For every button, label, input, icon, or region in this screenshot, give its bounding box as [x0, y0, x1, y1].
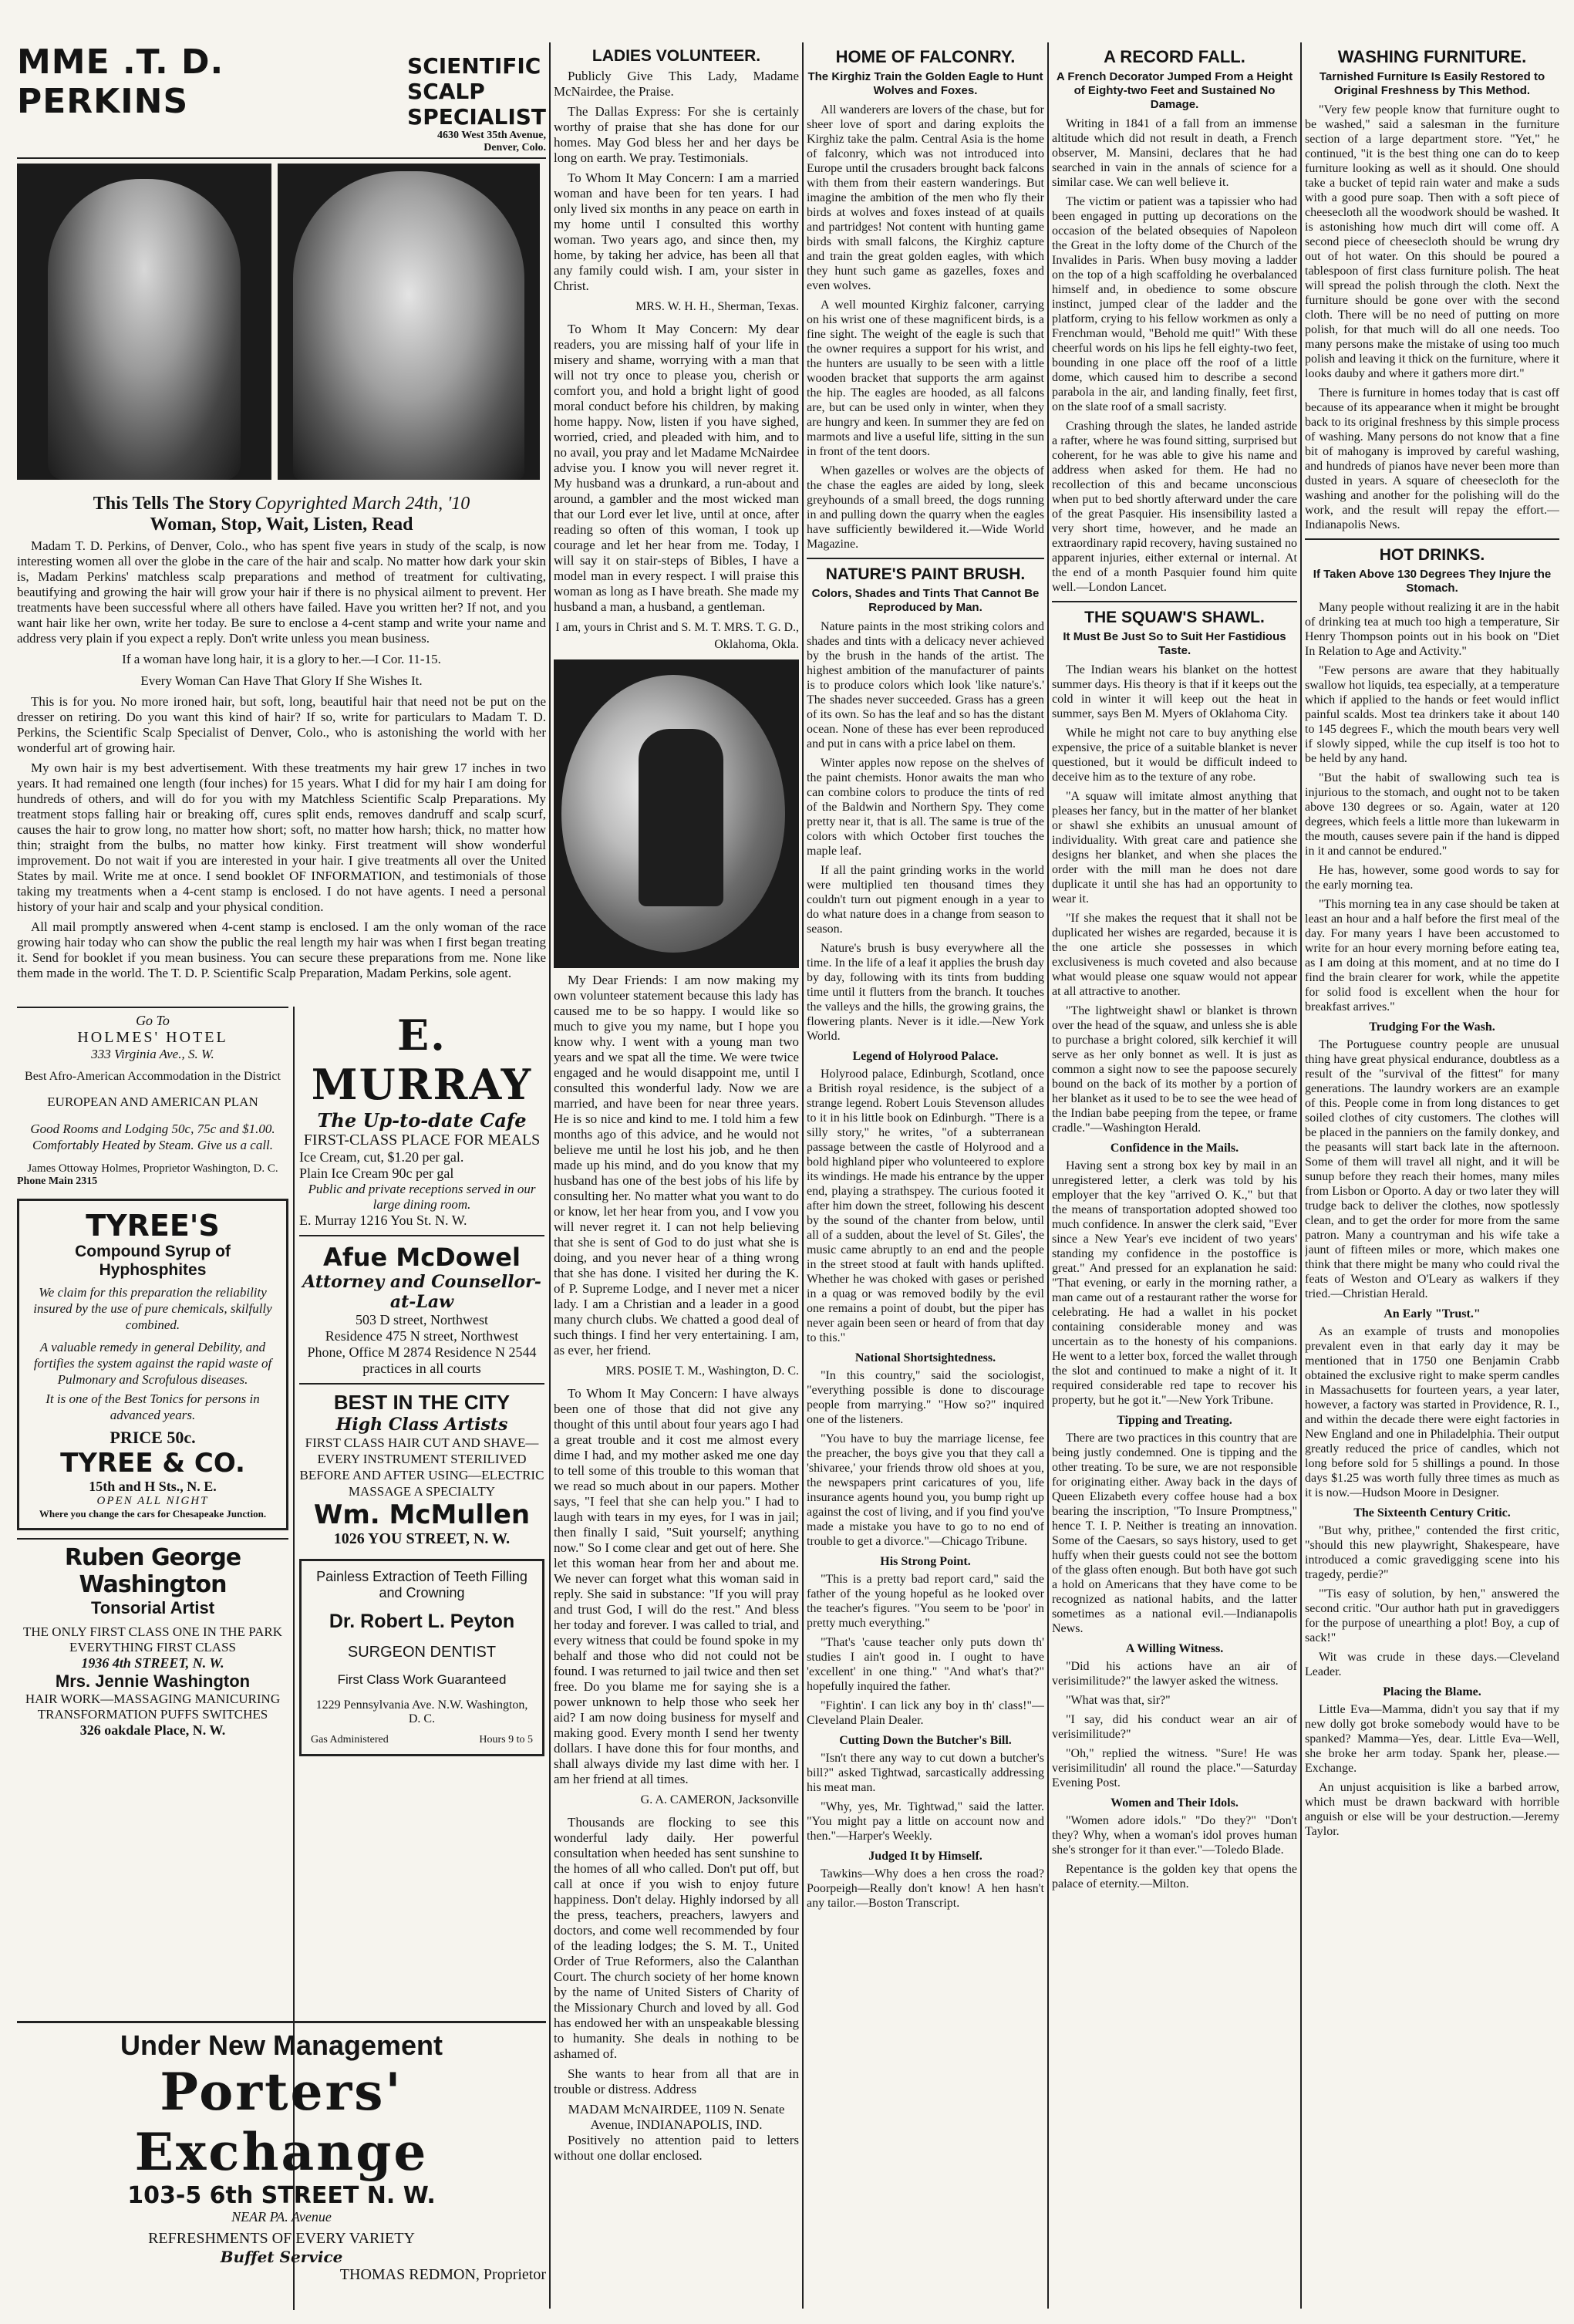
paint-heading: NATURE'S PAINT BRUSH.: [825, 565, 1026, 583]
column-rule: [549, 42, 551, 2309]
volunteer-sig4: G. A. CAMERON, Jacksonville: [640, 1793, 799, 1806]
fall-heading: A RECORD FALL.: [1104, 47, 1245, 66]
short-heading: National Shortsightedness.: [854, 1351, 996, 1364]
porters-line3: THOMAS REDMON, Proprietor: [339, 2266, 546, 2283]
falconry-sub: The Kirghiz Train the Golden Eagle to Hunt Wolves and Foxes.: [807, 70, 1043, 97]
perkins-p3: Every Woman Can Have That Glory If She Wishes It.: [140, 673, 423, 688]
porters-ad: [17, 2021, 546, 2284]
mcmullen-best: BEST IN THE CITY: [333, 1391, 511, 1414]
drinks-p5: "This morning tea in any case should be taken at least an hour and a half before the first meal of the day. For many years I have been accustomed to write for an hour every morning before eating tea, as I am doing at this moment, and at no time do I find the brain clearer for work, while the appetite for solid food is excellent when the hour for breakfast arrives.": [1305, 898, 1559, 1014]
fall-sub: A French Decorator Jumped From a Height of Eighty-two Feet and Sustained No Damage.: [1056, 70, 1293, 111]
fall-p3: Crashing through the slates, he landed astride a rafter, where he was found sitting, surprised but coherent, for he was able to give his name and address when asked for them. He had no recollection of this and became unconscious when put to bed shortly afterward under the care of the great Pasquier. His insensibility lasted a very short time, however, and he made an extraordinary rapid recovery, having sustained no apparent injuries, either external or internal. At the end of a month Pasquier found him quite well.—London Lancet.: [1052, 420, 1297, 594]
shawl-p1: The Indian wears his blanket on the hottest summer days. His theory is that if it keeps out the cold in winter it will keep out the heat in summer, says Ben M. Myers of Oklahoma City.: [1052, 663, 1297, 720]
point-p1: "This is a pretty bad report card," said the father of the young hopeful as he looked over the teacher's figures. "You seem to be 'poor' in pretty much everything.": [807, 1573, 1044, 1630]
perkins-masthead: [17, 42, 546, 159]
drinks-p2: "Few persons are aware that they habitually swallow hot liquids, tea especially, at a temperature which if applied to the hands or feet would inflict painful scalds. Most tea drinkers take it about 140 to 145 degrees F., which the mouth bears very well if slowly sipped, while the cup itself is too hot to be held by any hand.: [1305, 664, 1559, 765]
short-p1: "In this country," said the sociologist, "everything possible is done to discourage people from marrying." "How so?" inquired one of the listeners.: [807, 1369, 1044, 1426]
article-divider: [1052, 601, 1297, 602]
perkins-p1: Madam T. D. Perkins, of Denver, Colo., who has spent five years in study of the scalp, is now interesting women all over the globe in the care of the hair and scalp. No matter how dark your skin is, Madam Perkins' matchless scalp preparations and method of treatment for cultivating, beautifying and growing the hair will grow your hair if there is no physical ailment to prevent. Her treatments have been successful where all others have failed. Have you written her? If not, and you want hair like her own, write her today. Be sure to enclose a 4-cent stamp and write your name and address very plain if you expect a reply. Don't write unless you mean business.: [17, 538, 546, 646]
holyrood-p1: Holyrood palace, Edinburgh, Scotland, once a British royal residence, is the subject of a strange legend. Robert Louis Stevenson alludes to it in his little book on Edinburgh. "There is a silly story," he writes, "of a subterranean passage between the castle of Holyrood and a bold highland piper who volunteered to explore its windings. He made his entrance by the upper end, playing a strathspey. The curious footed it after him down the street, following his descent by the sound of the chanter from below, until all of a sudden, about the level of St. Giles', the music came abruptly to an end and the people in the street stood at fault with hands uplifted. Whether he was choked with gases or perished in a quag or was removed bodily by the evil one remains a point of doubt, but the piper has never again been seen or heard of from that day to this.": [807, 1068, 1044, 1344]
volunteer-p3: To Whom It May Concern: My dear readers, you are missing half of your life in misery and shame, worrying with a man that will not try once to please you, cherish or comfort you, and hold a bright light of good moral conduct before his children, by making home happy. Now, listen if you have sighed, worried, cried, and pleaded with him, and to no avail, you pray and let Madame McNairdee advise you. I know you will never regret it. My husband was a drunkard, a run-about and around, a gambler and the most wicked man that our Lord ever let live, until at once, after reading so often of this woman, I took up courage and let her hear from me. Today, I will say it on stair-steps of Bibles, I have a model man in every respect. I will praise this woman as long as I have breath. She made my husband a man, a husband, a gentleman.: [554, 322, 799, 614]
peyton-footer: [311, 1734, 533, 1746]
tipping-heading: Tipping and Treating.: [1117, 1414, 1232, 1427]
column-2: [554, 42, 799, 2168]
porters-line1: REFRESHMENTS OF EVERY VARIETY: [148, 2230, 415, 2247]
perkins-title: SCIENTIFIC SCALP SPECIALIST: [407, 53, 546, 130]
mcdowel-line4: practices in all courts: [362, 1361, 481, 1376]
trudge-p1: The Portuguese country people are unusual thing have great physical endurance, doubtless as a result of the "survival of the fittest" for many generations. The laundry workers are an example of this. People come in from long distances to get soiled clothes of city customers. The clothes will be placed in the panniers on the family donkey, and the peasants will start back late in the afternoon. Some of them will travel all night, and it will be sunup before they reach their homes, many miles from Lisbon or Oporto. A day or two later they will trudge back to deliver the clothes, now spotlessly clean, and to get the order for more from the same patron. Many a countryman and his wife take a jaunt of fifteen miles or more, which makes one think that there might be many who could rival the feats of Weston and O'Leary as walkers if they tried.—Christian Herald.: [1305, 1038, 1559, 1300]
article-divider: [807, 558, 1044, 559]
fall-p2: The victim or patient was a tapissier who had been engaged in putting up decorations on the occasion of the belated obsequies of Napoleon the Great in the lofty dome of the Church of the Invalides in Paris. When busy moving a ladder on the top of a high scaffolding he overbalanced himself and, in obedience to some obscure instinct, jumped clear of the ladder and the platform, crying to his fellow workmen as only a Frenchman would, "Behold me quit!" With these cheerful words on his lips he fell eighty-two feet, bounding in one place off the roof of a little dome, which caused him to describe a second parabola in the air, and landing finally, feet first, on the slate roof of a small sacristy.: [1052, 195, 1297, 413]
trudge-heading: Trudging For the Wash.: [1369, 1020, 1495, 1034]
ruben-line5: HAIR WORK—MASSAGING MANICURING: [25, 1692, 281, 1706]
caption-read: Woman, Stop, Wait, Listen, Read: [150, 514, 413, 535]
idols-p1: "Women adore idols." "Do they?" "Don't they? Why, when a woman's idol proves human she's stronger for it than ever."—Toledo Blade.: [1052, 1814, 1297, 1857]
murray-title: The Up-to-date Cafe: [317, 1109, 527, 1132]
volunteer-sig2: I am, yours in Christ and S. M. T. MRS. T. G. D., Oklahoma, Okla.: [555, 621, 799, 651]
volunteer-heading: LADIES VOLUNTEER.: [592, 47, 761, 65]
butcher-p1: "Isn't there any way to cut down a butcher's bill?" asked Tightwad, sarcastically addressing his meat man.: [807, 1752, 1044, 1794]
shawl-p4: "If she makes the request that it shall not be duplicated her wishes are regarded, because it is the one article she possesses in which exclusiveness is much coveted and also because what would please one squaw would not appear at all attractive to another.: [1052, 912, 1297, 998]
column-rule: [802, 42, 804, 2309]
paint-p1: Nature paints in the most striking colors and shades and tints with a delicacy never achieved by the brush in the hands of the artist. The highest ambition of the manufacturer of paints is to produce colors which look 'like nature's.' The shades never succeeded. Grass has a green of its own. So has the leaf and so has the distant ocean. None of these has ever been reproduced and put in cans with a price label on them.: [807, 620, 1044, 750]
perkins-photos: [17, 164, 546, 480]
peyton-name: Dr. Robert L. Peyton: [329, 1611, 515, 1632]
peyton-line1: Painless Extraction of Teeth Filling and Crowning: [316, 1569, 527, 1600]
holmes-ad: [17, 1007, 288, 1188]
butcher-p2: "Why, yes, Mr. Tightwad," said the latter. "You might pay a little on account now and then."—Harper's Weekly.: [807, 1800, 1044, 1843]
holmes-goto: Go To: [136, 1013, 170, 1028]
peyton-hours: Hours 9 to 5: [479, 1734, 533, 1746]
critic-p3: Wit was crude in these days.—Cleveland Leader.: [1305, 1651, 1559, 1678]
paint-p4: Nature's brush is busy everywhere all the time. In the life of a leaf it applies the brush day by day, following with its tints from budding time until it flutters from the branch. It touches the valleys and the hills, the growing grains, the flowering plants. Never is it idle.—New York World.: [807, 942, 1044, 1043]
murray-rate1: Ice Cream, cut, $1.20 per gal.: [299, 1149, 464, 1165]
wash-sub: Tarnished Furniture Is Easily Restored to Original Freshness by This Method.: [1319, 70, 1545, 97]
shawl-p3: "A squaw will imitate almost anything that pleases her fancy, but in the matter of her blanket or shawl she exhibits an unusual amount of individuality. With great care and patience she designs her blanket, and when she places the order with the mill man he does not dare duplicate it until she has had an opportunity to wear it.: [1052, 790, 1297, 906]
ruben-name: Ruben George Washington: [64, 1544, 241, 1598]
witness-heading: A Willing Witness.: [1125, 1642, 1224, 1655]
volunteer-p6: Thousands are flocking to see this wonderful lady daily. Her powerful consultation when heeded has sent sunshine to the homes of all who called. Don't put off, but call at once if you wish to enjoy future happiness. Don't delay. Highly indorsed by all the press, teachers, preachers, lawyers and doctors, and come well recommended by four of the leading lodges; the S. M. T., United Order of True Reformers, also the Calanthan Court. The church society of her home known by the name of United Sisters of Charity of the Missionary Church and loved by all. God has endowed her with an unspeakable blessing to humanity. She deals in nothing to be ashamed of.: [554, 1815, 799, 2061]
volunteer-p4: My Dear Friends: I am now making my own volunteer statement because this lady has caused me to be so happy. I would like so much to give you my name, but I hope you know why. I went with a young man two years and we spat all the time. We were twice engaged and he would disappoint me, until I consulted this wonderful lady. Now we are married, and have been for near three years. He is so nice and kind to me. I told him a few months ago of this advice, and he would not believe me until he lost his job, and he then made up his mind, and do you know that my husband has one of the best jobs of his life by consulting her. No matter what you want to do or know, let her hear from you, and I vow you will never regret it. I can not help believing that she is sent of God to do just what she is doing, and you never hear of a thing wrong that she has done. I visited her during the K. of P. Supreme Lodge, and I never met a nicer lady. I am a Christian and a leader in a good many church clubs. We chatted a good deal of such things. I find her very entertaining. I am, as ever, her friend.: [554, 973, 799, 1358]
mcdowel-name: Afue McDowel: [323, 1243, 521, 1272]
peyton-ad: [299, 1559, 544, 1756]
porters-management: Under New Management: [120, 2029, 443, 2061]
wash-heading: WASHING FURNITURE.: [1337, 47, 1527, 66]
volunteer-p2: To Whom It May Concern: I am a married woman and have been for ten years. I had only lived six months in any peace on earth in my home until I consulted this worthy woman. Two years ago, and since then, my home, by taking her advice, has been all that any family could wish. I am, your sister in Christ.: [554, 170, 799, 293]
perkins-p5: My own hair is my best advertisement. With these treatments my hair grew 17 inches in two years. It had remained one length (four inches) for 15 years. What I did for my hair I am doing for hundreds of others, and will do for you with my Matchless Scientific Scalp Preparations. My treatment stops falling hair or breaking off, cures split ends, removes dandruff and scalp scurf, causes the hair to grow long, no matter how short; soft, no matter how harsh; thick, no matter how thin; straight from the bulbs, no matter how kinky. First treatment will show wonderful improvement. Do not wait if you are interested in your hair. I give treatments all over the United States by mail. Write me at once. I send booklet OF INFORMATION, and testimonials of those taking my treatments when a 4-cent stamp is enclosed. I do not have agents. I need a personal history of your hair and scalp and your physical condition.: [17, 761, 546, 914]
drinks-sub: If Taken Above 130 Degrees They Injure the Stomach.: [1313, 568, 1552, 595]
perkins-photo-back: [278, 164, 540, 480]
ruben-ad: [17, 1538, 288, 1739]
volunteer-p1: The Dallas Express: For she is certainly worthy of praise that she has done for our homes. May God bless her and her days be long on earth. We pray. Testimonials.: [554, 104, 799, 165]
column-rule: [1047, 42, 1049, 2309]
mcmullen-title: High Class Artists: [335, 1415, 508, 1435]
porters-name: Porters' Exchange: [134, 2062, 429, 2182]
trust-heading: An Early "Trust.": [1384, 1307, 1481, 1321]
point-p3: "Fightin'. I can lick any boy in th' class!"—Cleveland Plain Dealer.: [807, 1699, 1044, 1727]
mcdowel-line3: Phone, Office M 2874 Residence N 2544: [307, 1344, 537, 1360]
ruben-line6: TRANSFORMATION PUFFS SWITCHES: [37, 1707, 268, 1722]
column-1: [17, 42, 546, 986]
fall-p1: Writing in 1841 of a fall from an immense altitude which did not result in death, a French observer, M. Mansini, declares that he had searched in vain in the annals of science for a similar case. We can well believe it.: [1052, 117, 1297, 189]
drinks-p1: Many people without realizing it are in the habit of drinking tea at much too high a temperature, Sir Henry Thompson points out in his book on "Diet In Relation to Age and Activity.": [1305, 601, 1559, 658]
tyree-line2: We claim for this preparation the reliability insured by the use of pure chemicals, skilfully combined.: [33, 1285, 272, 1332]
mcdowel-line2: Residence 475 N street, Northwest: [325, 1328, 519, 1344]
mails-heading: Confidence in the Mails.: [1110, 1142, 1239, 1155]
tyree-open: OPEN ALL NIGHT: [96, 1495, 209, 1507]
column-5: [1305, 42, 1559, 1843]
mcmullen-ad: [299, 1391, 544, 1548]
mcdowel-ad: [299, 1243, 544, 1377]
wash-p2: There is furniture in homes today that is cast off because of its appearance when it might be brought back to its original freshness by this simple process of washing. Many persons do not know that a fine bit of mahogany is improved by careful washing, and hundreds of pianos have never been more than dusted in years. A square of cheesecloth for the washing and another for the polishing will do the work, and the result will repay the effort.—Indianapolis News.: [1305, 386, 1559, 531]
peyton-gas: Gas Administered: [311, 1734, 389, 1746]
tyree-line4: It is one of the Best Tonics for persons in advanced years.: [46, 1391, 260, 1422]
idols-heading: Women and Their Idols.: [1111, 1796, 1239, 1810]
holmes-line2: EUROPEAN AND AMERICAN PLAN: [47, 1095, 258, 1109]
article-divider: [1305, 538, 1559, 540]
column-3: [807, 42, 1044, 1915]
holmes-line3: Good Rooms and Lodging 50c, 75c and $1.00. Comfortably Heated by Steam. Give us a call.: [30, 1122, 275, 1152]
paint-p2: Winter apples now repose on the shelves of the paint chemists. Honor awaits the man who can combine colors to produce the tints of red of the Baldwin and Northern Spy. They come pretty near it, that is all. The same is true of the colors with which October first touches the maple leaf.: [807, 757, 1044, 858]
porters-address: 103-5 6th STREET N. W.: [127, 2182, 436, 2209]
perkins-name: MME .T. D. PERKINS: [17, 42, 224, 121]
shawl-sub: It Must Be Just So to Suit Her Fastidious Taste.: [1063, 630, 1286, 657]
murray-name: E. MURRAY: [311, 1010, 533, 1109]
tyree-company: TYREE & CO.: [60, 1448, 245, 1479]
mails-p1: Having sent a strong box key by mail in an unregistered letter, a clerk was told by his employer that the key "arrived O. K.," but that the means of transportation adopted showed too much confidence. In answer the clerk said, "Ever since a New Year's eve incident of two years' standing my confidence in the postoffice is great." And pressed for an explanation he said: "That evening, or early in the morning rather, a man came out of a restaurant rather the worse for celebrating. He had a wallet in his pocket containing considerable money and was uncertain as to the honesty of his companions. He went to a letter box, forced the wallet through the slot and continued to make a night of it. It required considerable red tape to recover his property, but he got it."—New York Tribune.: [1052, 1159, 1297, 1407]
critic-p1: "But why, prithee," contended the first critic, "should this new playwright, Shakespeare, have introduced a comic gravedigging scene into his tragedy, perdie?": [1305, 1524, 1559, 1581]
judged-p1: Tawkins—Why does a hen cross the road? Poorpeigh—Really don't know! A hen hasn't any tailor.—Boston Transcript.: [807, 1867, 1044, 1910]
murray-line2: Public and private receptions served in our large dining room.: [308, 1182, 536, 1212]
point-heading: His Strong Point.: [880, 1555, 971, 1568]
tyree-line1: Compound Syrup of Hyphosphites: [75, 1243, 231, 1279]
falconry-p3: When gazelles or wolves are the objects of the chase the eagles are aided by long, sleek greyhounds of a small breed, the dogs running in and pulling down the quarry when the eagles have sufficiently bewildered it.—Wide World Magazine.: [807, 464, 1044, 551]
idols-p2: Repentance is the golden key that opens the palace of eternity.—Milton.: [1052, 1863, 1297, 1891]
ruben-line3: 1936 4th STREET, N. W.: [81, 1655, 224, 1671]
drinks-p3: "But the habit of swallowing such tea is injurious to the stomach, and ought not to be taken above 130 degrees or so. Again, water at 120 degrees, which feels a little more than lukewarm in the mouth, causes severe pain if the hand is dipped in it and cannot be endured.": [1305, 771, 1559, 858]
murray-line1: FIRST-CLASS PLACE FOR MEALS: [303, 1132, 541, 1149]
column-rule: [1300, 42, 1302, 2309]
mcmullen-line1: FIRST CLASS HAIR CUT AND SHAVE—EVERY INSTRUMENT STERILIVED BEFORE AND AFTER USING—ELECTRIC MASSAGE A SPECIALTY: [299, 1435, 544, 1499]
trust-p1: As an example of trusts and monopolies prevalent even in that early day it may be mentioned that in 1750 one Benjamin Crabb obtained the exclusive right to make sperm candles in Massachusetts for fourteen years, a year later, however, a factory was started in Providence, R. I., and within the decade there were eight factories in New England and one in Philadelphia. Their output greatly reduced the price of candles, which not long before sold for 5 shillings a pound. In those days $1.25 was worth fully three times as much as it is now.—Hudson Moore in Designer.: [1305, 1325, 1559, 1499]
falconry-p2: A well mounted Kirghiz falconer, carrying on his wrist one of these magnificent birds, is a fine sight. The weight of the eagle is such that the owner requires a support for his wrist, and the hunters are usually to be seen with a little wooden bracket that supports the arm against the hip. The eagles are hooded, as all falcons are, but can be used only in winter, when they are hungry and keen. In summer they are fed on marmots and live a useful life, sitting in the sun in front of the tent doors.: [807, 299, 1044, 458]
perkins-caption: [17, 494, 546, 535]
shawl-heading: THE SQUAW'S SHAWL.: [1084, 609, 1265, 626]
holyrood-heading: Legend of Holyrood Palace.: [852, 1050, 999, 1063]
tyree-ad: [17, 1199, 288, 1530]
column-4: [1052, 42, 1297, 1896]
point-p2: "That's 'cause teacher only puts down th' studies I ain't good in. I ought to have 'excellent' in one thing." "And what's that?" hopefully inquired the father.: [807, 1636, 1044, 1693]
witness-p2: "What was that, sir?": [1066, 1694, 1171, 1707]
tyree-name: TYREE'S: [86, 1209, 220, 1243]
murray-line3: E. Murray 1216 You St. N. W.: [299, 1213, 467, 1228]
judged-heading: Judged It by Himself.: [868, 1850, 982, 1863]
holmes-name: HOLMES' HOTEL: [77, 1029, 228, 1046]
holmes-address: 333 Virginia Ave., S. W.: [91, 1047, 214, 1061]
middle-ads: [299, 1010, 544, 1764]
volunteer-p8: Positively no attention paid to letters without one dollar enclosed.: [554, 2133, 799, 2163]
perkins-photo-front: [17, 164, 271, 480]
tyree-line3: A valuable remedy in general Debility, and fortifies the system against the rapid waste of Pulmonary and Scrofulous diseases.: [33, 1340, 272, 1387]
blame-p1: Little Eva—Mamma, didn't you say that if my new dolly got broke somebody would have to be spanked? Mamma—Yes, dear. Little Eva—Well, she broke her arm today. Spank her, please.—Exchange.: [1305, 1703, 1559, 1775]
butcher-heading: Cutting Down the Butcher's Bill.: [839, 1734, 1012, 1747]
tipping-p1: There are two practices in this country that are being justly condemned. One is tipping and the other treating. To be sure, we are not responsible for originating either. Away back in the days of Queen Elizabeth every coffee house had a box bearing the inscription, "To Insure Promptness," hence T. I. P. Neither is treating an innovation. Some of the Caesars, so says history, used to get huffy when their guests could not see the bottom of the glass often enough. But both have got such a hold on Americans that they have come to be recognized as national habits, and the latter sometimes as a national evil.—Indianapolis News.: [1052, 1432, 1297, 1635]
ad-divider: [299, 1383, 544, 1385]
ad-divider: [299, 1235, 544, 1236]
caption-copyright: Copyrighted March 24th, '10: [254, 494, 470, 514]
volunteer-p7: She wants to hear from all that are in trouble or distress. Address: [554, 2066, 799, 2096]
tyree-address: 15th and H Sts., N. E.: [89, 1479, 217, 1494]
witness-p3: "I say, did his conduct wear an air of verisimilitude?": [1052, 1713, 1297, 1741]
holmes-line4: James Ottoway Holmes, Proprietor Washington, D. C.: [27, 1162, 278, 1175]
drinks-heading: HOT DRINKS.: [1379, 546, 1485, 564]
paint-p3: If all the paint grinding works in the world were multiplied ten thousand times they couldn't turn out pigment enough in a year to do what nature does in a change from season to season.: [807, 864, 1044, 936]
ruben-line1: THE ONLY FIRST CLASS ONE IN THE PARK: [23, 1624, 282, 1639]
critic-p2: "'Tis easy of solution, by hen," answered the second critic. "Our author hath put in gravediggers for the purpose of unearthing a plot! Boy, a cup of sack!": [1305, 1587, 1559, 1644]
murray-rate2: Plain Ice Cream 90c per gal: [299, 1165, 454, 1181]
volunteer-address: MADAM McNAIRDEE, 1109 N. Senate Avenue, INDIANAPOLIS, IND.: [568, 2102, 785, 2132]
peyton-line2: First Class Work Guaranteed: [337, 1672, 507, 1687]
tyree-cars: Where you change the cars for Chesapeake Junction.: [39, 1508, 267, 1520]
ruben-line7: 326 oakdale Place, N. W.: [79, 1722, 226, 1738]
perkins-p6: All mail promptly answered when 4-cent stamp is enclosed. I am the only woman of the race growing hair today who can show the public the real length my hair was when I first began treating it. Send for booklet if you mean business. You can secure these preparations from me. None like them made in the world. The T. D. P. Scientific Scalp Preparation, Madam Perkins, sole agent.: [17, 919, 546, 980]
mcdowel-title: Attorney and Counsellor-at-Law: [302, 1272, 541, 1312]
tyree-price: PRICE 50c.: [110, 1428, 196, 1447]
wash-p1: "Very few people know that furniture ought to be washed," said a salesman in the furniture section of a large department store. "Yet," he continued, "it is the best thing one can do to keep furniture looking as well as it should. One should take a bucket of tepid rain water and make a suds with a good pure soap. Then with a soft piece of cheesecloth all the woodwork should be washed. It is astonishing how much dirt will come off. A second piece of cheesecloth should be wrung dry out of hot water. On this should be poured a tablespoon of first class furniture polish. The heat will spread the polish through the cloth. Next the furniture should be gone over with the second cloth. There will be no need of putting on more polish, for that much will do all one needs. Too many persons make the mistake of using too much polish and leaving it thick on the furniture, where it looks dauby and where it gathers more dirt.": [1305, 103, 1559, 380]
holmes-phone: Phone Main 2315: [17, 1175, 98, 1187]
column-1-ads: [17, 1007, 288, 1739]
short-p2: "You have to buy the marriage license, fee the preacher, the boys give you that they call a 'shivaree,' your friends throw old shoes at you, the newspapers print caricatures of you, life insurance agents hound you, you bump right up against the cost of living, and if you find you've made a mistake you have to go to no end of trouble to get a divorce."—Chicago Tribune.: [807, 1432, 1044, 1548]
mcdowel-line1: 503 D street, Northwest: [356, 1312, 488, 1327]
witness-p4: "Oh," replied the witness. "Sure! He was verisimilitudin' all round the place."—Saturday Evening Post.: [1052, 1747, 1297, 1789]
volunteer-sig1: MRS. W. H. H., Sherman, Texas.: [635, 300, 799, 313]
paint-sub: Colors, Shades and Tints That Cannot Be Reproduced by Man.: [811, 587, 1040, 614]
peyton-title: SURGEON DENTIST: [347, 1644, 497, 1661]
perkins-p2: If a woman have long hair, it is a glory to her.—I Cor. 11-15.: [122, 652, 441, 666]
perkins-p4: This is for you. No more ironed hair, but soft, long, beautiful hair that need not be put on the dresser on retiring. Do you want this kind of hair? If so, write for particulars to Madam T. D. Perkins, the Scientific Scalp Specialist of Denver, Colo., who is astonishing the world with her wonderful art of growing hair.: [17, 694, 546, 755]
blame-p2: An unjust acquisition is like a barbed arrow, which must be drawn backward with horrible anguish or else will be your destruction.—Jeremy Taylor.: [1305, 1781, 1559, 1838]
porters-line2: Buffet Service: [220, 2248, 343, 2266]
mcmullen-name: Wm. McMullen: [313, 1499, 531, 1530]
falconry-p1: All wanderers are lovers of the chase, but for sheer love of sport and daring exploits the Kirghiz take the palm. Central Asia is the home of falconry, which was not introduced into Europe until the crusaders brought back falcons with them from their eastern wanderings. But imagine the ambition of the men who fly their birds at wolves and foxes instead of at quails and partridges! Not content with hunting game birds with small falcons, the Kirghiz capture and train the great golden eagles, with which they hunt such game as gazelles, foxes and even wolves.: [807, 103, 1044, 292]
volunteer-sub: Publicly Give This Lady, Madame McNairdee, the Praise.: [554, 69, 799, 99]
mcnairdee-photo: [554, 659, 799, 968]
ruben-line2: EVERYTHING FIRST CLASS: [69, 1640, 236, 1654]
murray-ad: [299, 1010, 544, 1229]
peyton-address: 1229 Pennsylvania Ave. N.W. Washington, D. C.: [315, 1698, 528, 1725]
ruben-title: Tonsorial Artist: [90, 1598, 215, 1617]
perkins-address: 4630 West 35th Avenue, Denver, Colo.: [436, 130, 546, 153]
shawl-p2: While he might not care to buy anything else expensive, the price of a suitable blanket is never questioned, but it would be difficult indeed to deceive him as to the texture of any robe.: [1052, 727, 1297, 784]
volunteer-p5: To Whom It May Concern: I have always been one of those that did not give any thought of this until about four years ago I had a great trouble and it cost me almost every dime I had, and my mother asked me one day to tell some of this trouble to this woman that we read so much about in our papers. Mother says, "I feel that she can help you." I had to laugh with tears in my eyes, for I was in jail; then finally I said, "Suit yourself; anything now." So I come clear and get out of here. She let this woman hear from her and about me. We never can forget what this woman said in reply. She said in substance: "If you will pray and trust God, I will do the rest." And bless her today and forever. I was called to trial, and every witness that could be found spoke in my behalf and those who did not could not be found. I was returned to jail twice and then set free. Do you blame me for saying she is a power unknown to help those who seek her aid? I am now doing business for myself and making good. Every month I send her twenty dollars. I have done this for four months, and shall always divide my last dime with her. I am her friend at all times.: [554, 1386, 799, 1786]
witness-p1: "Did his actions have an air of verisimilitude?" the lawyer asked the witness.: [1052, 1660, 1297, 1688]
volunteer-sig3: MRS. POSIE T. M., Washington, D. C.: [605, 1364, 799, 1378]
holmes-line1: Best Afro-American Accommodation in the District: [25, 1070, 281, 1083]
falconry-heading: HOME OF FALCONRY.: [835, 47, 1016, 66]
drinks-p4: He has, however, some good words to say for the early morning tea.: [1305, 864, 1559, 892]
mcmullen-address: 1026 YOU STREET, N. W.: [333, 1530, 511, 1547]
porters-near: NEAR PA. Avenue: [231, 2209, 332, 2224]
blame-heading: Placing the Blame.: [1383, 1685, 1481, 1698]
shawl-p5: "The lightweight shawl or blanket is thrown over the head of the squaw, and unless she is able to purchase a bright colored, silk kerchief it will serve as her only bonnet as well. It is just as common a sight now to see the papoose securely bound on the back of its mother by a portion of her blanket as it used to be to see the wee head of the Indian babe peeping from the tepee, or frame cradle."—Washington Herald.: [1052, 1004, 1297, 1135]
caption-story: This Tells The Story: [93, 494, 252, 514]
ruben-line4: Mrs. Jennie Washington: [55, 1671, 251, 1691]
critic-heading: The Sixteenth Century Critic.: [1353, 1506, 1511, 1520]
